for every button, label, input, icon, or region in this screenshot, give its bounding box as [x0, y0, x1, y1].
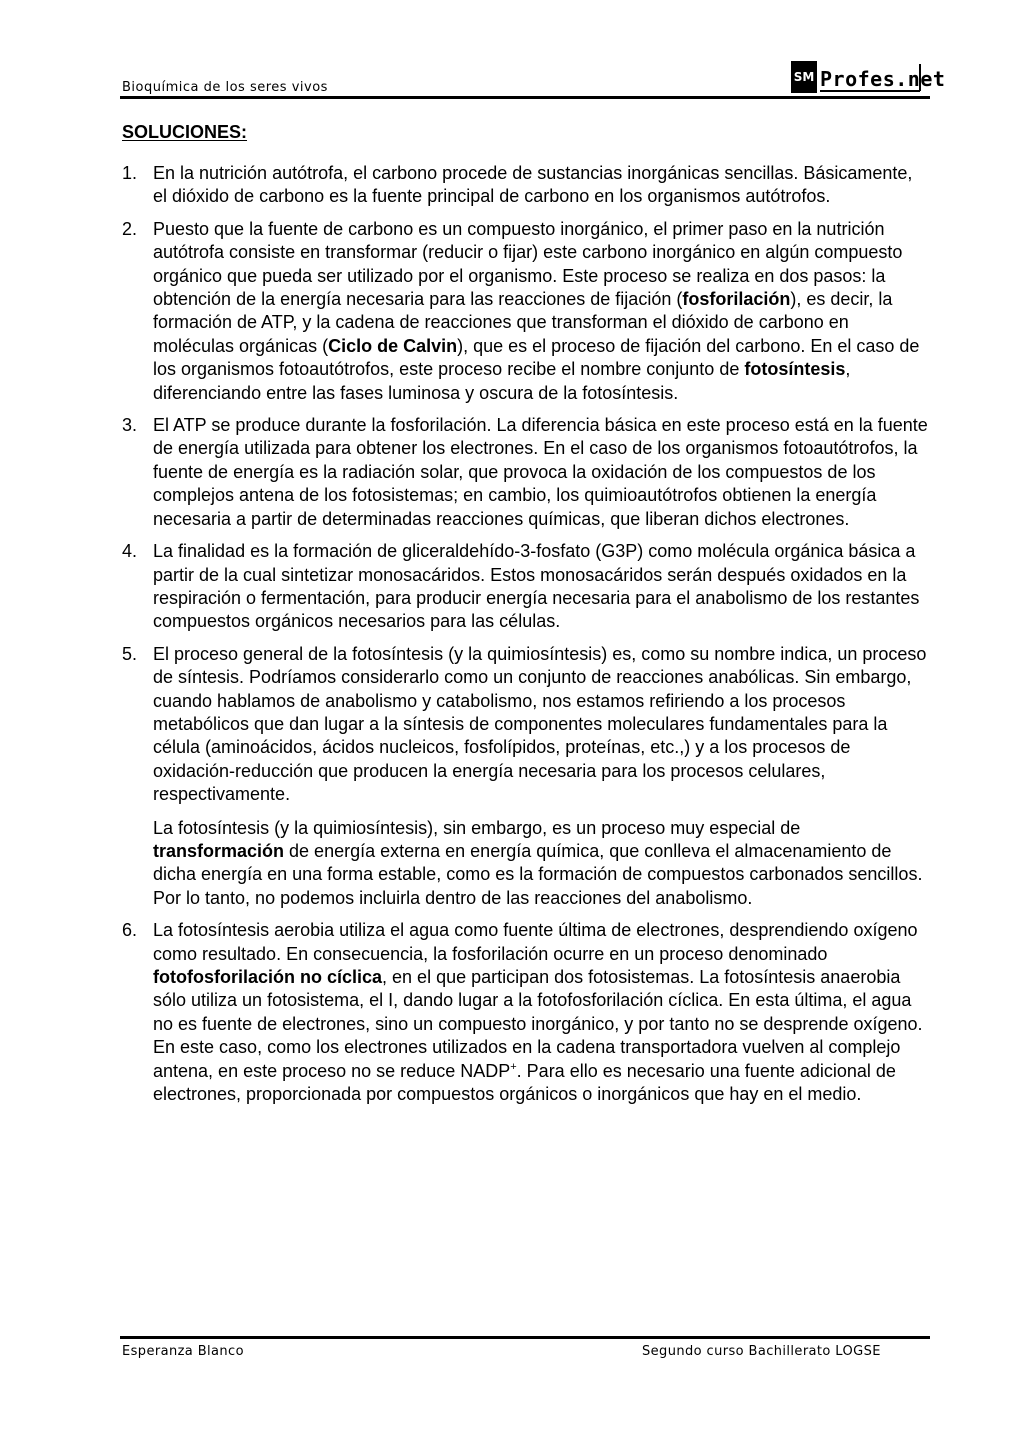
- answers-list: [122, 162, 930, 1115]
- answer-paragraph: [153, 919, 930, 1106]
- profes-net-logo: [790, 60, 946, 94]
- answer-paragraph: [153, 218, 930, 405]
- text-run: , diferenciando entre las fases luminosa y oscura de la fotosíntesis.: [153, 359, 851, 403]
- section-title: SOLUCIONES:: [122, 122, 248, 142]
- superscript-text: +: [510, 1060, 517, 1073]
- answer-paragraph: [153, 414, 930, 531]
- bold-term: transformación: [153, 840, 285, 861]
- answer-item: [122, 919, 930, 1106]
- bold-term: fotosíntesis: [744, 359, 846, 380]
- answer-paragraph: [153, 540, 930, 634]
- footer-course: Segundo curso Bachillerato LOGSE: [642, 1344, 881, 1359]
- header-rule: [120, 96, 930, 99]
- text-run: , en el que participan dos fotosistemas. La fotosíntesis anaerobia sólo utiliza un fotosistema, el I, dando lugar a la fotofosforilación cíclica. En esta última, el agua no es fuente de electrones, sino un compuesto inorgánico, y por tanto no se desprende oxígeno. En este caso, como los electrones utilizados en la cadena transportadora vuelven al complejo antena, en este proceso no se reduce NADP: [153, 967, 923, 1081]
- answer-paragraph: [153, 817, 930, 911]
- header-subject: Bioquímica de los seres vivos: [122, 80, 328, 95]
- answer-item: [122, 162, 930, 209]
- text-run: Puesto que la fuente de carbono es un compuesto inorgánico, el primer paso en la nutrición autótrofa consiste en transformar (reducir o fijar) este carbono inorgánico en algún compuesto orgánico que pueda ser utilizado por el organismo. Este proceso se realiza en dos pasos: la obtención de la energía necesaria para las reacciones de fijación (: [153, 218, 903, 310]
- text-run: de energía externa en energía química, que conlleva el almacenamiento de dicha energía en una forma estable, como es la formación de compuestos carbonados sencillos. Por lo tanto, no podemos incluirla dentro de las reacciones del anabolismo.: [153, 840, 923, 908]
- text-run: . Para ello es necesario una fuente adicional de electrones, proporcionada por compuestos orgánicos o inorgánicos que hay en el medio.: [153, 1060, 896, 1105]
- bold-term: fotofosforilación no cíclica: [153, 967, 383, 987]
- answer-number: 3.: [122, 415, 138, 436]
- text-run: La fotosíntesis (y la quimiosíntesis), sin embargo, es un proceso muy especial de: [153, 817, 801, 838]
- answer-number: 2.: [122, 218, 138, 239]
- footer-author: Esperanza Blanco: [122, 1344, 244, 1359]
- answer-number: 5.: [122, 643, 138, 664]
- answer-paragraph: [153, 162, 930, 209]
- text-run: La fotosíntesis aerobia utiliza el agua como fuente última de electrones, desprendiendo oxígeno como resultado. En consecuencia, la fosforilación ocurre en un proceso denominado: [153, 920, 918, 964]
- answer-paragraph: [153, 643, 930, 807]
- text-run: ), que es el proceso de fijación del carbono. En el caso de los organismos fotoautótrofos, este proceso recibe el nombre conjunto de: [153, 335, 920, 380]
- text-run: La finalidad es la formación de gliceraldehído-3-fosfato (G3P) como molécula orgánica básica a partir de la cual sintetizar monosacáridos. Estos monosacáridos serán después oxidados en la respiración o fermentación, para producir energía necesaria para el anabolismo de los restantes compuestos orgánicos necesarios para las células.: [153, 541, 920, 632]
- logo-main-text: Profes.net: [820, 67, 946, 91]
- bold-term: fosforilación: [682, 289, 791, 310]
- text-run: El proceso general de la fotosíntesis (y la quimiosíntesis) es, como su nombre indica, un proceso de síntesis. Podríamos considerarlo como un conjunto de reacciones anabólicas. Sin embargo, cuando hablamos de anabolismo y catabolismo, nos estamos refiriendo a los procesos metabólicos que dan lugar a la síntesis de componentes moleculares fundamentales para la célula (aminoácidos, ácidos nucleicos, fosfolípidos, proteínas, etc.,) y a los procesos de oxidación-reducción que producen la energía necesaria para los procesos celulares, respectivamente.: [153, 643, 927, 805]
- bold-term: Ciclo de Calvin: [328, 335, 458, 356]
- answer-number: 6.: [122, 920, 138, 941]
- text-run: El ATP se produce durante la fosforilación. La diferencia básica en este proceso está en la fuente de energía utilizada para obtener los electrones. En el caso de los organismos fotoautótrofos, la fuente de energía es la radiación solar, que provoca la oxidación de los compuestos de los complejos antena de los fotosistemas; en cambio, los quimioautótrofos obtienen la energía necesaria a partir de determinadas reacciones químicas, que liberan dichos electrones.: [153, 415, 928, 529]
- footer-rule: [120, 1336, 930, 1339]
- answer-item: [122, 218, 930, 405]
- answer-item: [122, 540, 930, 634]
- answer-item: [122, 643, 930, 910]
- text-run: En la nutrición autótrofa, el carbono procede de sustancias inorgánicas sencillas. Básicamente, el dióxido de carbono es la fuente principal de carbono en los organismos autótrofos.: [153, 163, 913, 207]
- answer-number: 1.: [122, 163, 138, 183]
- answer-number: 4.: [122, 541, 138, 562]
- logo-small-text: SM: [793, 70, 815, 84]
- answer-item: [122, 414, 930, 531]
- text-run: ), es decir, la formación de ATP, y la cadena de reacciones que transforman el dióxido de carbono en moléculas orgánicas (: [153, 289, 893, 356]
